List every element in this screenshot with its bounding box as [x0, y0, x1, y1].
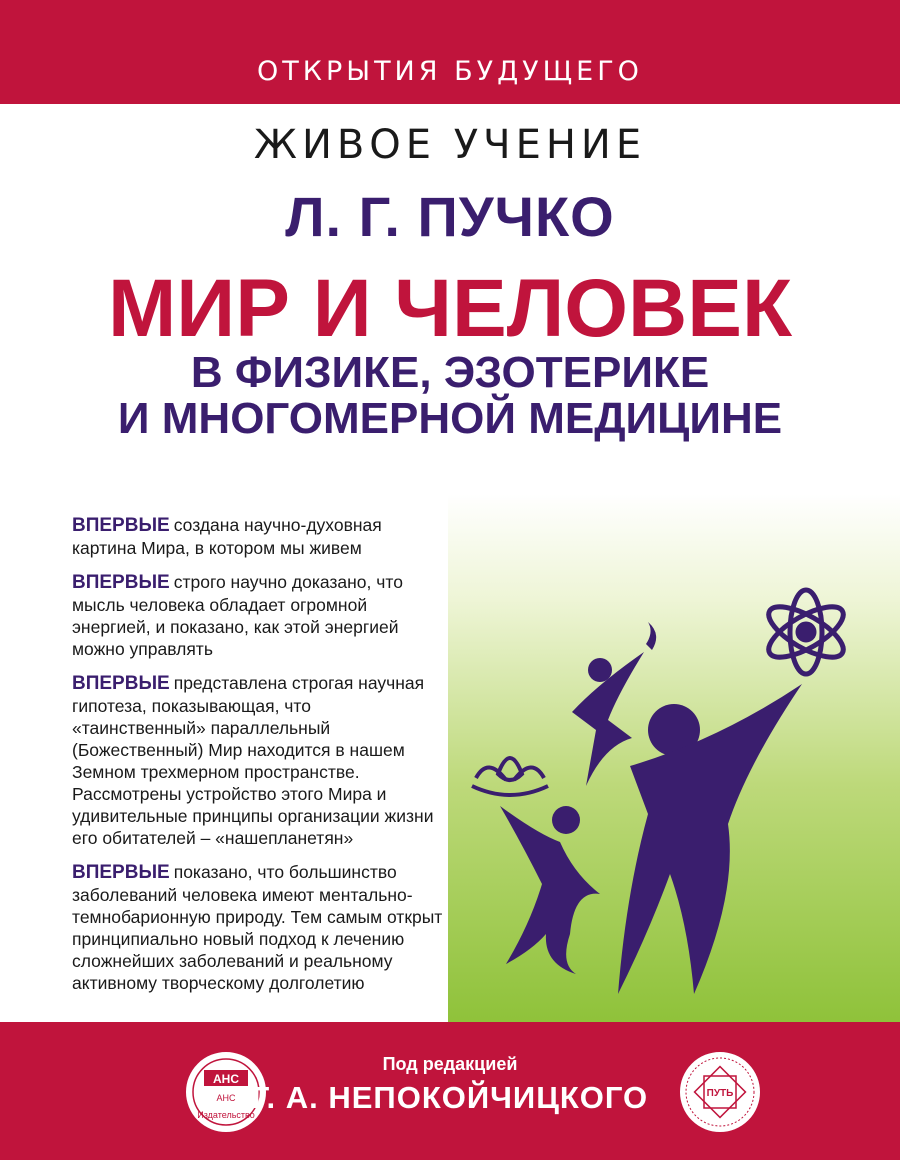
editor-name: Г. А. НЕПОКОЙЧИЦКОГО	[251, 1080, 649, 1115]
claim-item	[72, 571, 444, 660]
claim-text: строго научно доказано, что мысль человека обладает огромной энергией, и показано, как этой энергией можно управлять	[72, 572, 403, 659]
claim-item	[72, 514, 444, 559]
claims-list	[72, 514, 444, 1006]
author-name: Л. Г. ПУЧКО	[285, 185, 615, 248]
editor-label: Под редакцией	[382, 1054, 518, 1074]
claim-text: создана научно-духовная картина Мира, в котором мы живем	[72, 515, 382, 558]
adult-figure-icon	[618, 684, 802, 994]
publisher-logo-word: Издательство	[197, 1110, 255, 1120]
publisher-logo-short: АНС	[213, 1072, 239, 1086]
series-title: ОТКРЫТИЯ БУДУЩЕГО	[257, 56, 643, 87]
claim-lead: ВПЕРВЫЕ	[72, 572, 170, 593]
claim-text: представлена строгая научная гипотеза, показывающая, что «таинственный» параллельный (Божественный) Мир находится в нашем Земном трехмерном пространстве. Рассмотрены устройство этого Мира и удивительные принципы организации жизни его обитателей – «нашепланетян»	[72, 673, 434, 848]
claim-item	[72, 861, 444, 994]
book-subtitle	[0, 350, 900, 442]
lotus-icon	[472, 758, 548, 795]
dancing-figures-illustration	[448, 494, 900, 1022]
claim-item	[72, 672, 444, 849]
claim-lead: ВПЕРВЫЕ	[72, 862, 170, 883]
subtitle-line-1: В ФИЗИКЕ, ЭЗОТЕРИКЕ	[190, 348, 710, 397]
publisher-logo-short-small: АНС	[216, 1093, 236, 1103]
child-figure-icon	[500, 806, 600, 974]
subseries-title: ЖИВОЕ УЧЕНИЕ	[253, 122, 647, 168]
top-band	[0, 0, 900, 104]
right-logo-text: ПУТЬ	[706, 1088, 734, 1099]
flame-icon	[646, 622, 656, 650]
circular-seal-icon	[676, 1048, 764, 1136]
atom-icon	[762, 590, 851, 674]
claim-text: показано, что большинство заболеваний человека имеют ментально-темнобарионную природу. Тем самым открыт принципиально новый подход к лечению сложнейших заболеваний и реальному активному творческому долголетию	[72, 862, 443, 993]
subtitle-line-2: И МНОГОМЕРНОЙ МЕДИЦИНЕ	[117, 394, 783, 443]
claim-lead: ВПЕРВЫЕ	[72, 673, 170, 694]
book-title: МИР И ЧЕЛОВЕК	[107, 263, 793, 354]
claim-lead: ВПЕРВЫЕ	[72, 515, 170, 536]
